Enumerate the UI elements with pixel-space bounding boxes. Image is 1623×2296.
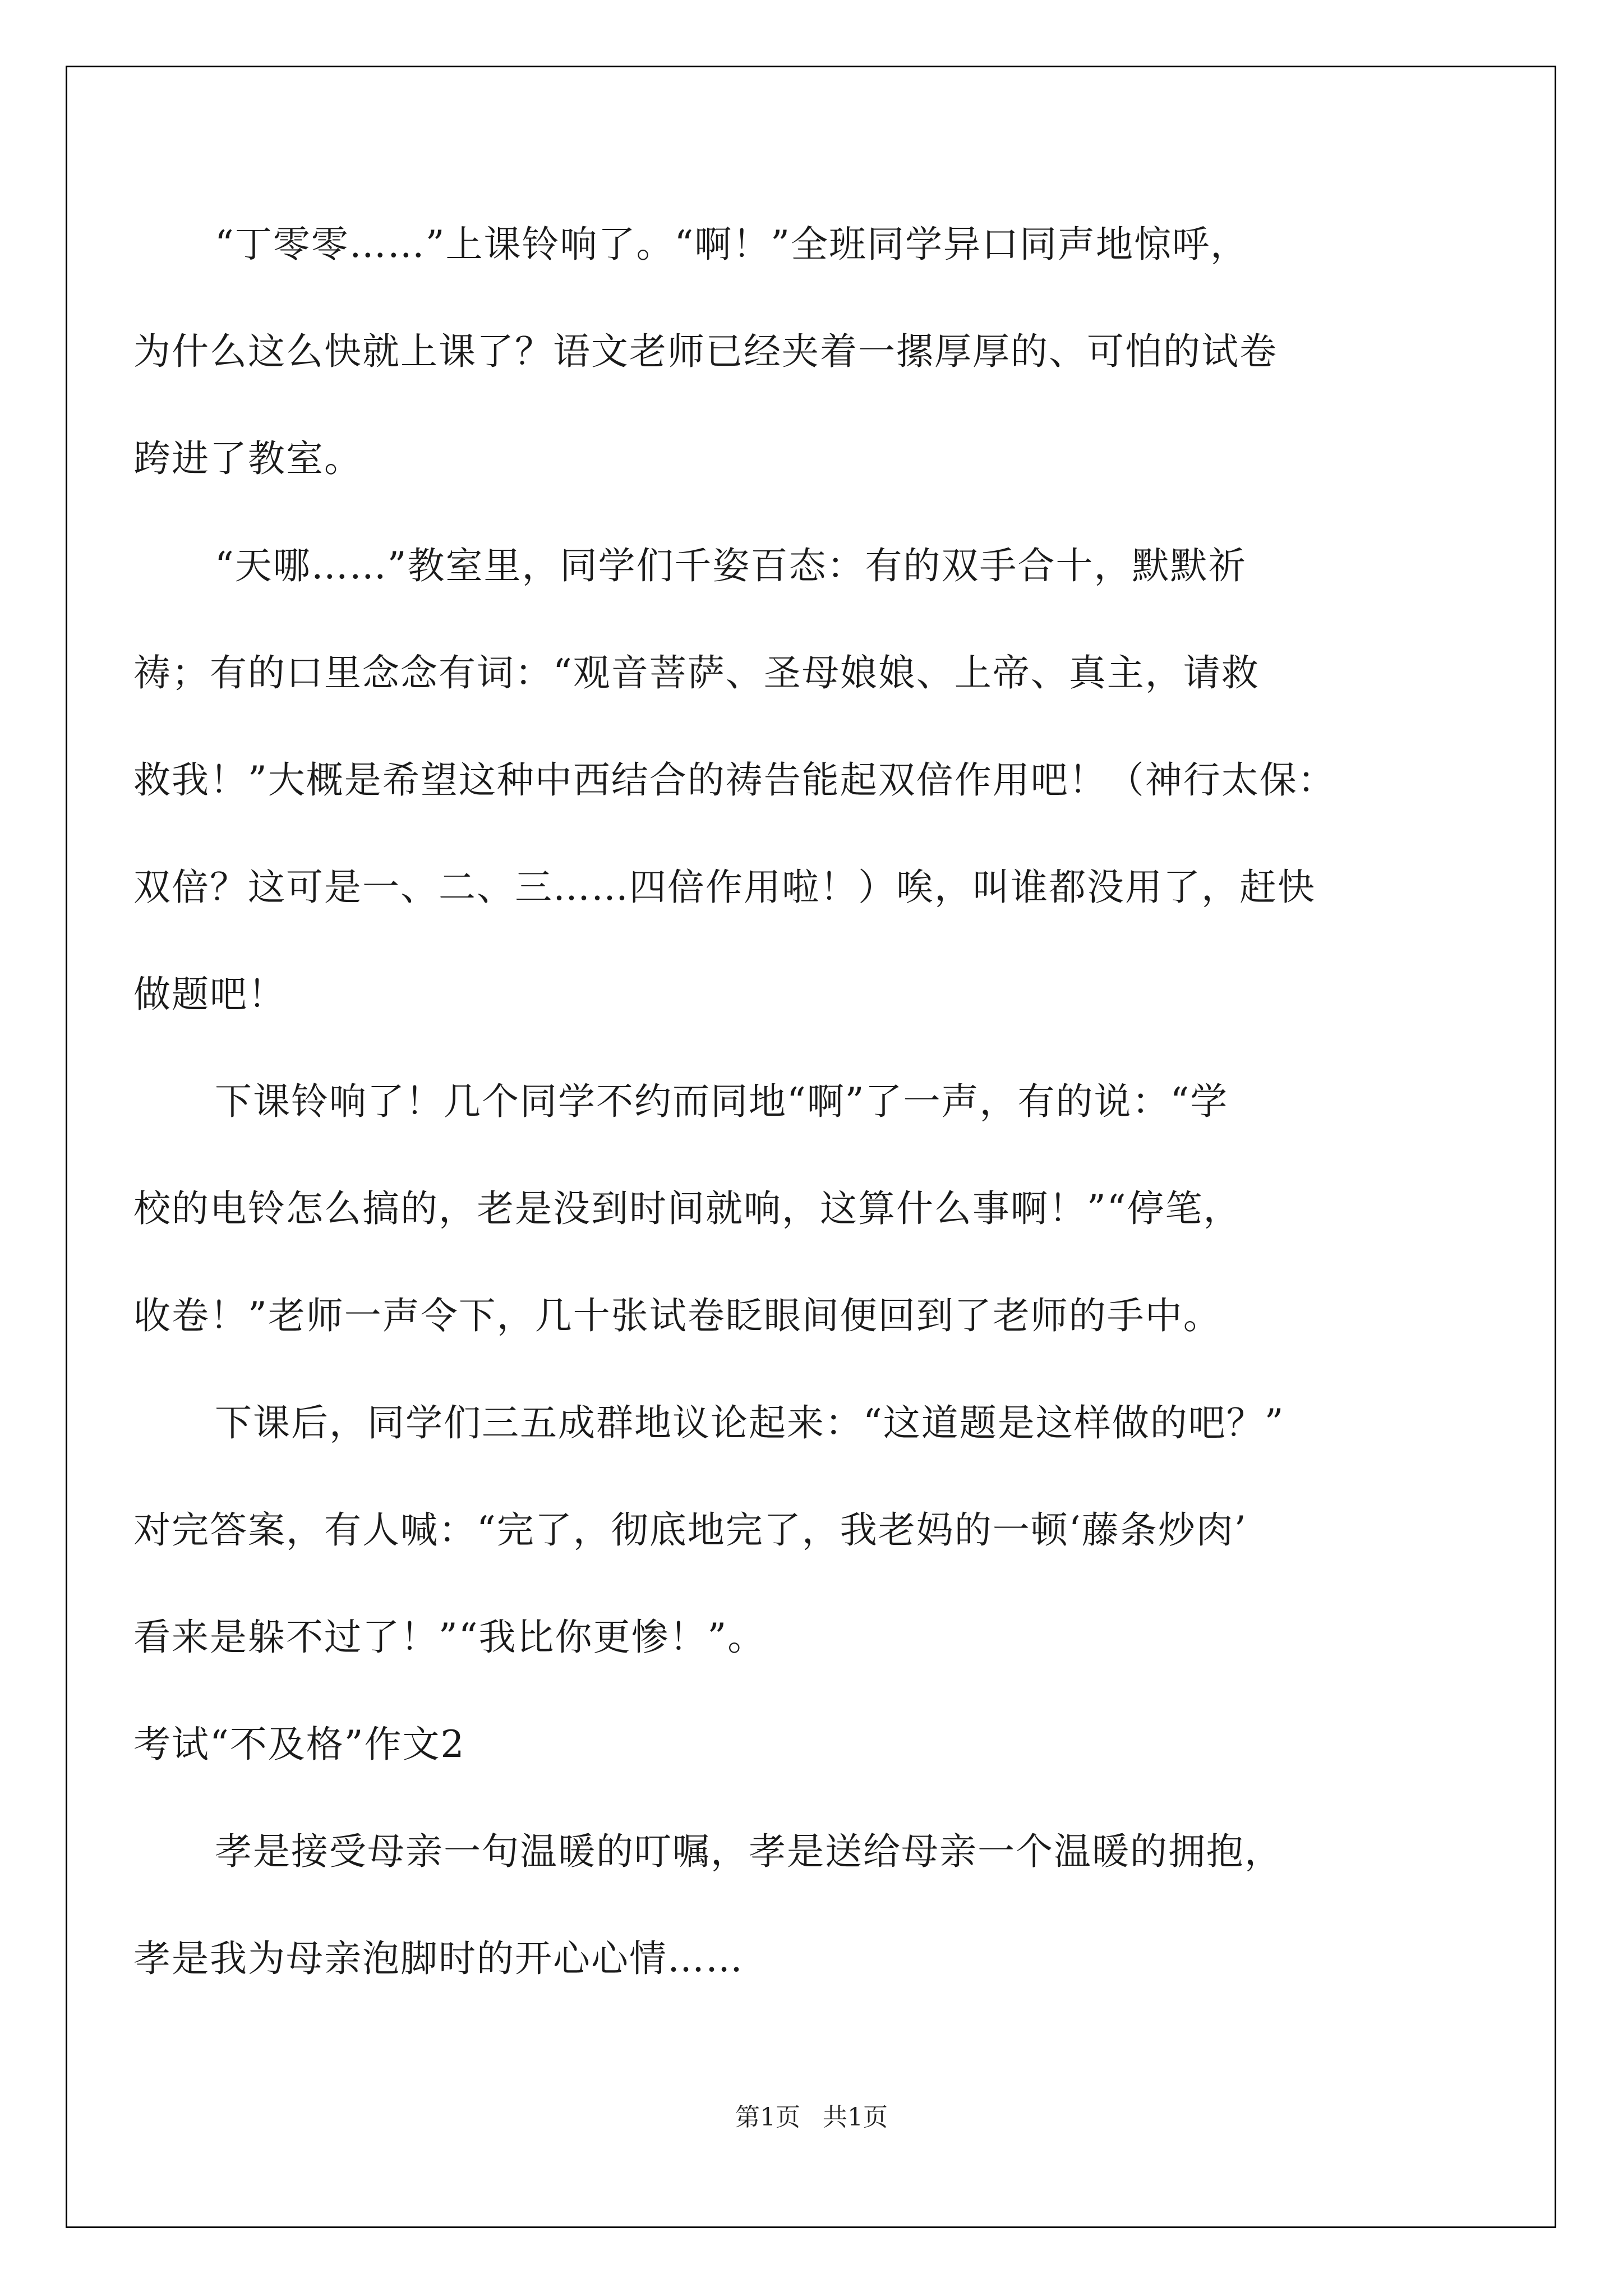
text-line: 对完答案，有人喊：“完了，彻底地完了，我老妈的一顿‘藤条炒肉’ xyxy=(133,1508,1247,1552)
text-line: 收卷！”老师一声令下，几十张试卷眨眼间便回到了老师的手中。 xyxy=(133,1294,1221,1337)
text-line: 校的电铃怎么搞的，老是没到时间就响，这算什么事啊！”“停笔， xyxy=(133,1187,1242,1230)
text-line: 跨进了教室。 xyxy=(133,437,362,480)
page-footer xyxy=(0,2101,1623,2134)
text-line: 孝是我为母亲泡脚时的开心心情…… xyxy=(133,1937,744,1980)
paragraph-4 xyxy=(133,1369,1490,1691)
text-line: 救我！”大概是希望这种中西结合的祷告能起双倍作用吧！（神行太保： xyxy=(133,758,1336,802)
text-line: “丁零零……”上课铃响了。“啊！”全班同学异口同声地惊呼， xyxy=(215,223,1248,266)
text-line: 看来是躲不过了！”“我比你更惨！”。 xyxy=(133,1616,766,1659)
text-line: 祷；有的口里念念有词：“观音菩萨、圣母娘娘、上帝、真主，请救 xyxy=(133,651,1260,694)
text-line: 双倍？这可是一、二、三……四倍作用啦！）唉，叫谁都没用了，赶快 xyxy=(133,866,1316,909)
text-line: 为什么这么快就上课了？语文老师已经夹着一摞厚厚的、可怕的试卷 xyxy=(133,330,1278,373)
section-title: 考试“不及格”作文2 xyxy=(133,1723,465,1766)
paragraph-3 xyxy=(133,1048,1490,1369)
text-line: 下课铃响了！几个同学不约而同地“啊”了一声，有的说：“学 xyxy=(215,1080,1229,1123)
page-total: 共1页 xyxy=(823,2103,888,2132)
text-line: “天哪……”教室里，同学们千姿百态：有的双手合十，默默祈 xyxy=(215,544,1247,587)
text-line: 下课后，同学们三五成群地议论起来：“这道题是这样做的吧？” xyxy=(215,1401,1285,1444)
paragraph-1 xyxy=(133,191,1490,512)
page-number: 第1页 xyxy=(735,2103,800,2132)
text-line: 做题吧！ xyxy=(133,973,286,1016)
paragraph-5 xyxy=(133,1798,1490,2012)
paragraph-2 xyxy=(133,512,1490,1048)
text-line: 孝是接受母亲一句温暖的叮嘱，孝是送给母亲一个温暖的拥抱， xyxy=(215,1830,1283,1873)
